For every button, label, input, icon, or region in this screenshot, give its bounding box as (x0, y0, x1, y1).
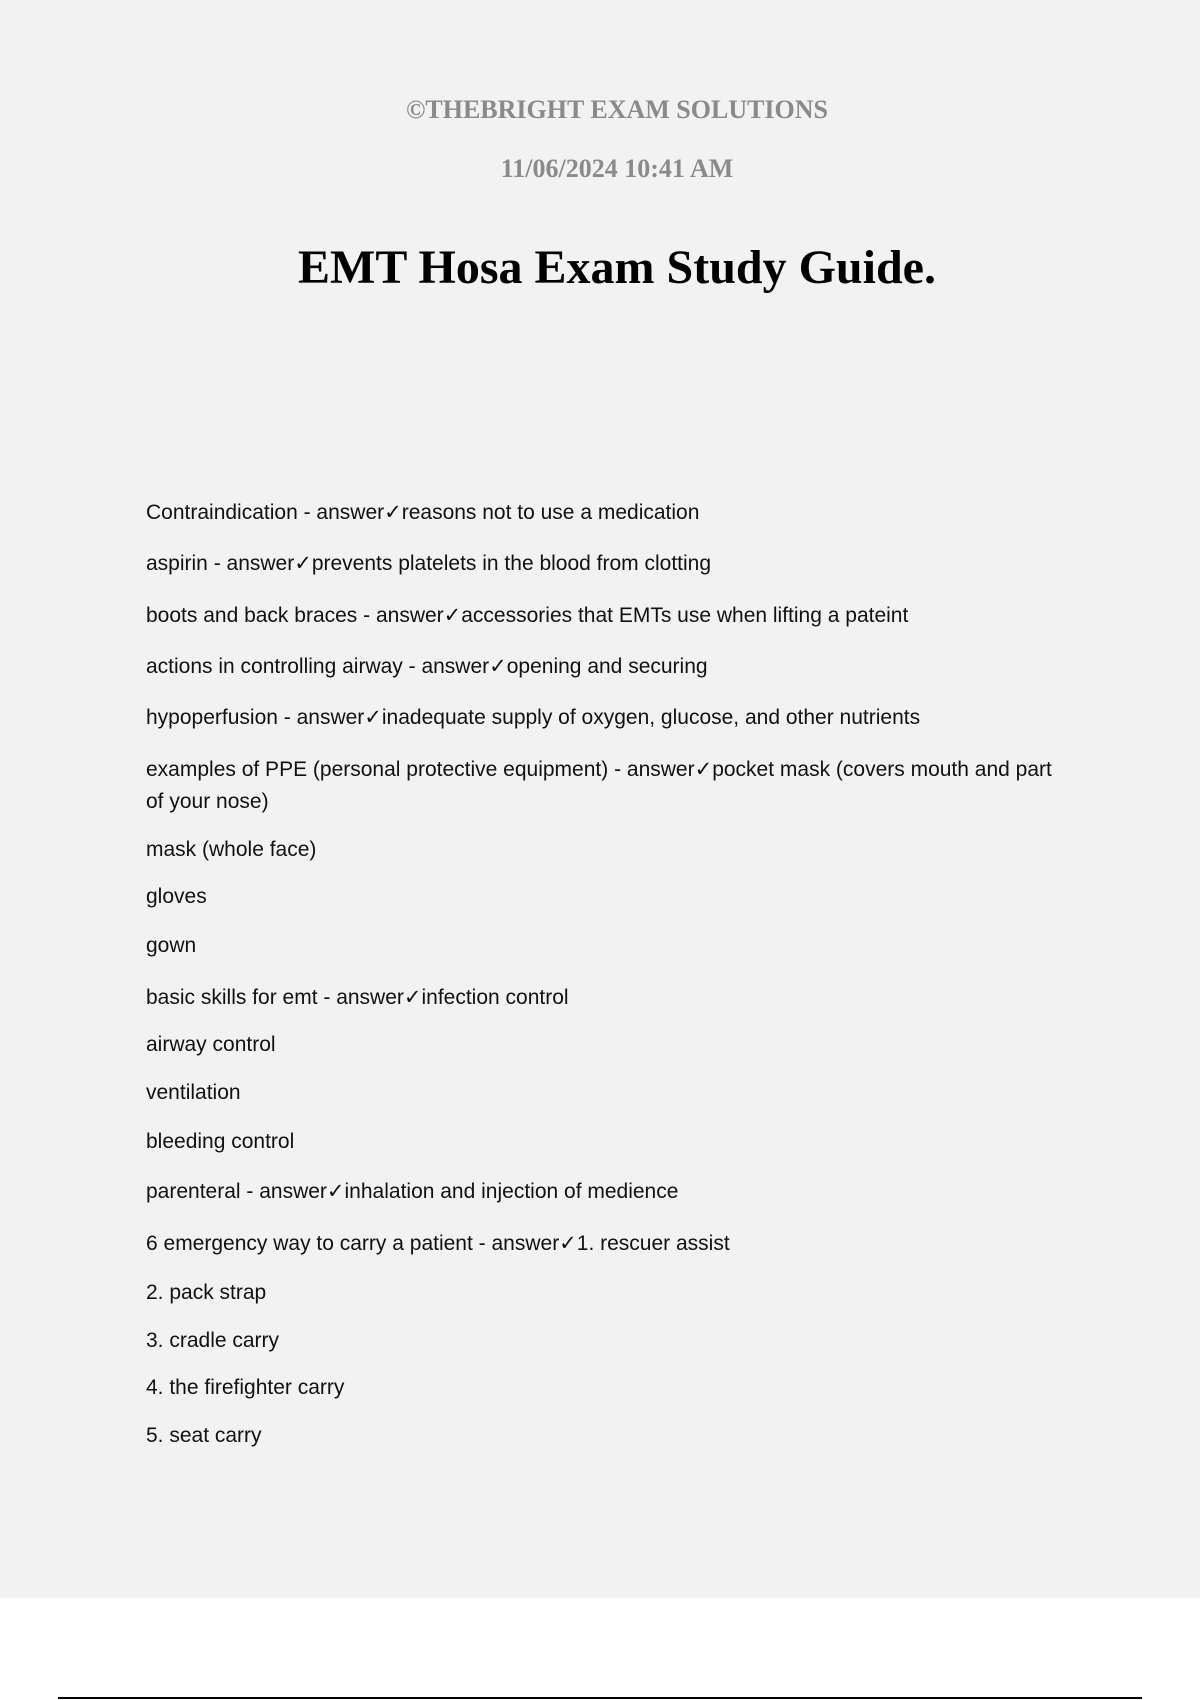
list-item: gown (146, 934, 197, 957)
list-item: 3. cradle carry (146, 1329, 280, 1352)
qa-line: actions in controlling airway - answer✓opening and securing (146, 655, 708, 678)
qa-line: basic skills for emt - answer✓infection control (146, 986, 569, 1009)
list-item: airway control (146, 1033, 276, 1056)
qa-line: examples of PPE (personal protective equipment) - answer✓pocket mask (covers mouth and part of your nose) (146, 758, 1052, 813)
header-datetime: 11/06/2024 10:41 AM (500, 154, 734, 183)
list-item: mask (whole face) (146, 838, 317, 861)
qa-line: boots and back braces - answer✓accessories that EMTs use when lifting a pateint (146, 604, 909, 627)
list-item: ventilation (146, 1081, 241, 1104)
header-brand: ©THEBRIGHT EXAM SOLUTIONS (405, 95, 829, 124)
footer-rule (58, 1697, 1142, 1699)
list-item: 4. the firefighter carry (146, 1376, 345, 1399)
qa-line: 6 emergency way to carry a patient - answer✓1. rescuer assist (146, 1232, 730, 1255)
qa-line: hypoperfusion - answer✓inadequate supply of oxygen, glucose, and other nutrients (146, 706, 921, 729)
document-title: EMT Hosa Exam Study Guide. (298, 241, 936, 294)
list-item: gloves (146, 885, 207, 908)
qa-line: Contraindication - answer✓reasons not to use a medication (146, 501, 700, 524)
qa-line: aspirin - answer✓prevents platelets in the blood from clotting (146, 552, 712, 575)
qa-line: parenteral - answer✓inhalation and injection of medience (146, 1180, 679, 1203)
list-item: bleeding control (146, 1130, 295, 1153)
list-item: 5. seat carry (146, 1424, 262, 1447)
list-item: 2. pack strap (146, 1281, 267, 1304)
